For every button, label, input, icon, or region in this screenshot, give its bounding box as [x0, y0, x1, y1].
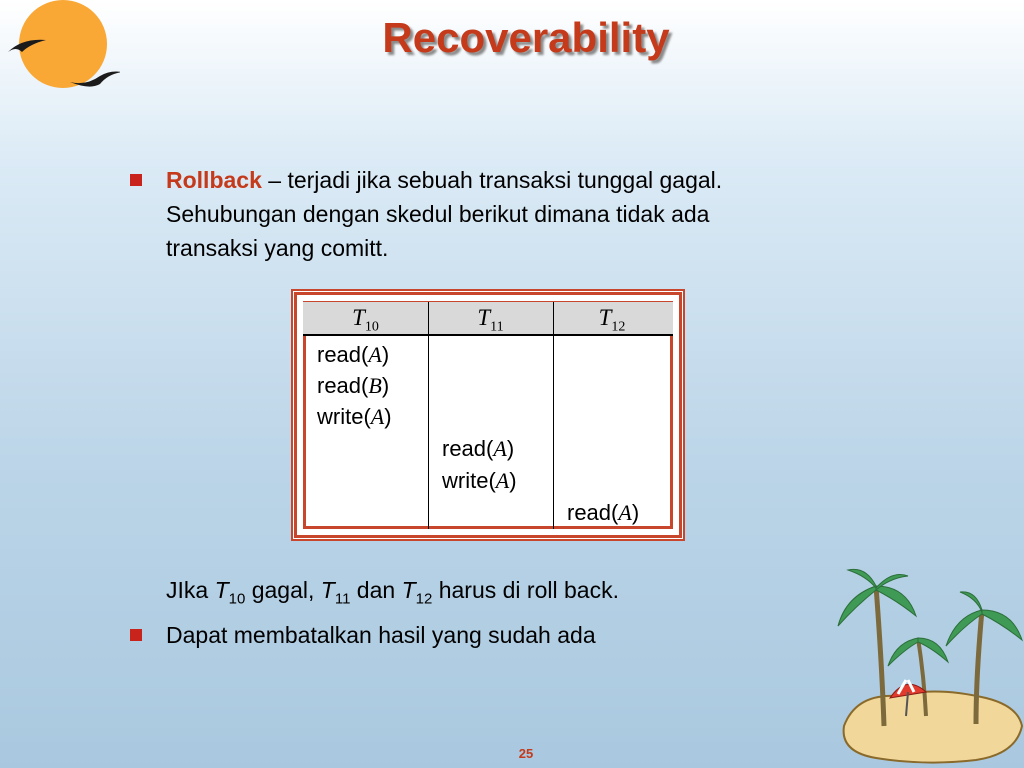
- column-divider: [553, 302, 554, 529]
- op-t10-read-a: read(A): [317, 342, 390, 367]
- header-t12: $T_{12}$: [598, 305, 626, 335]
- table-header-row: [303, 302, 673, 336]
- column-divider: [428, 302, 429, 529]
- op-t10-write-a: write(A): [317, 404, 392, 429]
- rollback-line-3: transaksi yang comitt.: [166, 235, 389, 261]
- rollback-definition: – terjadi jika sebuah transaksi tunggal gagal.: [261, 167, 723, 193]
- palm-island-icon: [836, 566, 1024, 768]
- bullet-marker: [130, 629, 142, 641]
- op-t10-read-b: read(B): [317, 373, 390, 398]
- bullet-marker: [130, 174, 142, 186]
- schedule-table: [294, 292, 682, 538]
- bullet-cancel: Dapat membatalkan hasil yang sudah ada: [166, 622, 596, 648]
- bullet-rollback: [166, 163, 886, 265]
- op-t11-write-a: write(A): [442, 468, 517, 493]
- header-t11: $T_{11}$: [477, 305, 504, 335]
- header-t10: $T_{10}$: [352, 305, 379, 335]
- rollback-note: JIka $T_{10}$ gagal, $T_{11}$ dan $T_{12}$ harus di roll back.: [166, 577, 619, 608]
- slide-title: Recoverability: [382, 14, 670, 61]
- rollback-term: Rollback: [166, 167, 262, 193]
- op-t12-read-a: read(A): [567, 500, 640, 525]
- page-number: 25: [518, 746, 534, 761]
- op-t11-read-a: read(A): [442, 436, 515, 461]
- rollback-line-2: Sehubungan dengan skedul berikut dimana tidak ada: [166, 201, 710, 227]
